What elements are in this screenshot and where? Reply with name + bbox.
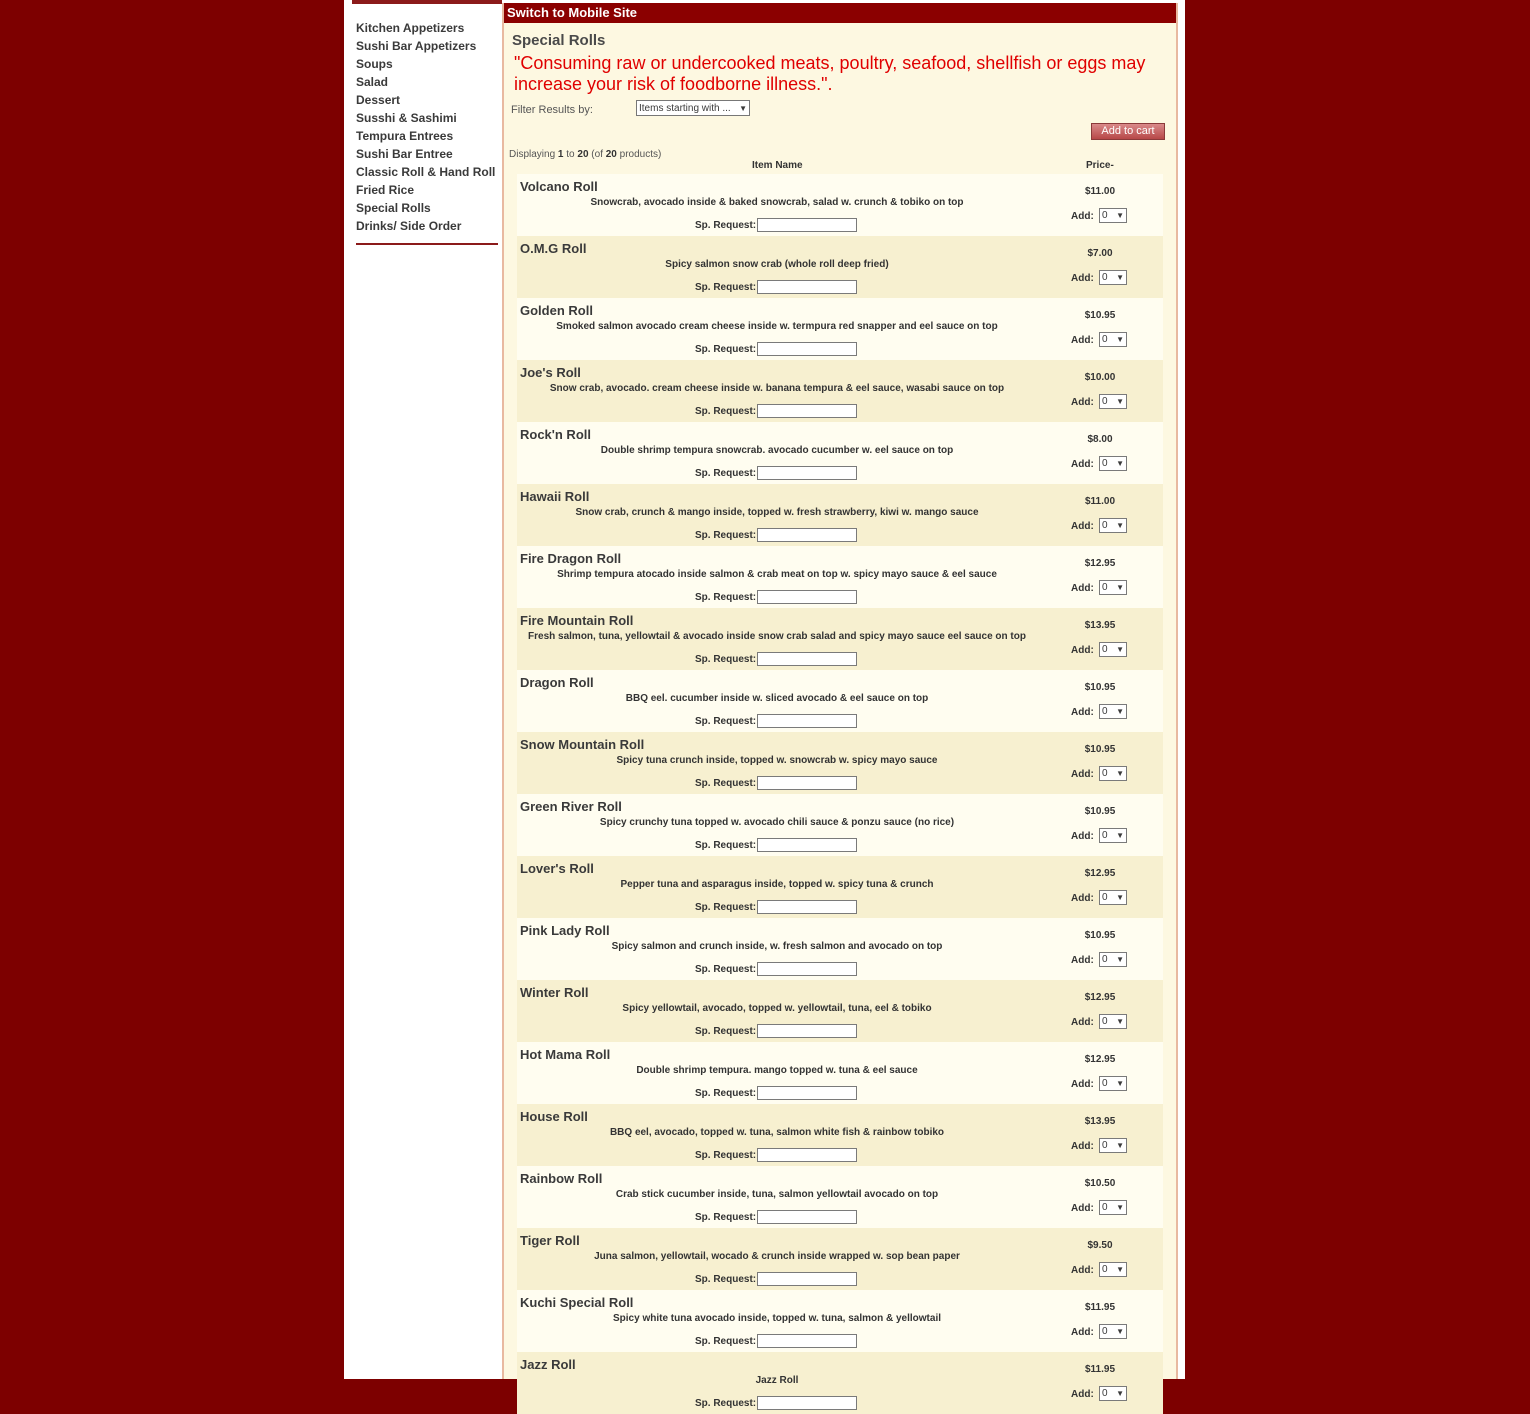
add-quantity-label: Add:: [1071, 769, 1094, 780]
chevron-down-icon: ▼: [739, 103, 747, 113]
special-request-label: Sp. Request:: [695, 344, 757, 355]
switch-to-mobile-link[interactable]: Switch to Mobile Site: [504, 3, 1176, 23]
product-name: Hot Mama Roll: [520, 1047, 611, 1062]
display-from: 1: [557, 149, 564, 160]
chevron-down-icon: ▼: [1116, 1389, 1124, 1398]
product-price: $12.95: [1084, 992, 1116, 1003]
quantity-select[interactable]: [1099, 952, 1127, 967]
special-request-label: Sp. Request:: [695, 1026, 757, 1037]
product-row: [517, 980, 1163, 1042]
quantity-value: 0: [1102, 582, 1108, 593]
chevron-down-icon: ▼: [1116, 1265, 1124, 1274]
product-description: Double shrimp tempura snowcrab. avocado cucumber w. eel sauce on top: [600, 445, 954, 456]
sidebar-divider: [356, 243, 498, 245]
quantity-select[interactable]: [1099, 642, 1127, 657]
quantity-value: 0: [1102, 272, 1108, 283]
quantity-value: 0: [1102, 1016, 1108, 1027]
product-price: $10.95: [1084, 930, 1116, 941]
special-request-input[interactable]: [757, 280, 857, 294]
category-list: [352, 4, 502, 235]
add-quantity-label: Add:: [1071, 273, 1094, 284]
quantity-select[interactable]: [1099, 1324, 1127, 1339]
product-description: Snowcrab, avocado inside & baked snowcrab, salad w. crunch & tobiko on top: [590, 197, 964, 208]
display-prefix: Displaying: [509, 149, 556, 160]
product-row: [517, 546, 1163, 608]
special-request-label: Sp. Request:: [695, 1150, 757, 1161]
quantity-value: 0: [1102, 954, 1108, 965]
product-price: $10.95: [1084, 310, 1116, 321]
quantity-select[interactable]: [1099, 890, 1127, 905]
quantity-value: 0: [1102, 830, 1108, 841]
sidebar-category-item[interactable]: Sushi Bar Appetizers: [356, 39, 477, 53]
product-price: $11.00: [1084, 186, 1116, 197]
quantity-value: 0: [1102, 334, 1108, 345]
special-request-input[interactable]: [757, 776, 857, 790]
sidebar-category-item[interactable]: Dessert: [356, 93, 401, 107]
chevron-down-icon: ▼: [1116, 1327, 1124, 1336]
product-price: $12.95: [1084, 868, 1116, 879]
product-price: $13.95: [1084, 620, 1116, 631]
sidebar-category-item[interactable]: Sushi Bar Entree: [356, 147, 453, 161]
special-request-input[interactable]: [757, 1334, 857, 1348]
product-name: Jazz Roll: [520, 1357, 576, 1372]
special-request-label: Sp. Request:: [695, 1088, 757, 1099]
cart-row: [504, 122, 1176, 142]
quantity-value: 0: [1102, 1202, 1108, 1213]
quantity-select[interactable]: [1099, 766, 1127, 781]
quantity-select[interactable]: [1099, 580, 1127, 595]
sidebar-category-item[interactable]: Soups: [356, 57, 393, 71]
quantity-select[interactable]: [1099, 1200, 1127, 1215]
add-quantity-label: Add:: [1071, 211, 1094, 222]
special-request-input[interactable]: [757, 1210, 857, 1224]
quantity-value: 0: [1102, 1388, 1108, 1399]
special-request-input[interactable]: [757, 838, 857, 852]
product-list: [517, 174, 1163, 1414]
sidebar-category-item[interactable]: Fried Rice: [356, 183, 415, 197]
quantity-value: 0: [1102, 892, 1108, 903]
special-request-input[interactable]: [757, 714, 857, 728]
column-header-item-name: Item Name: [752, 160, 803, 171]
product-name: Fire Dragon Roll: [520, 551, 622, 566]
product-price: $12.95: [1084, 1054, 1116, 1065]
product-name: Winter Roll: [520, 985, 589, 1000]
special-request-label: Sp. Request:: [695, 1274, 757, 1285]
special-request-input[interactable]: [757, 1086, 857, 1100]
add-quantity-label: Add:: [1071, 1203, 1094, 1214]
quantity-value: 0: [1102, 1326, 1108, 1337]
chevron-down-icon: ▼: [1116, 1079, 1124, 1088]
add-quantity-label: Add:: [1071, 1017, 1094, 1028]
add-quantity-label: Add:: [1071, 1141, 1094, 1152]
quantity-select[interactable]: [1099, 456, 1127, 471]
quantity-value: 0: [1102, 1078, 1108, 1089]
table-header: [504, 160, 1176, 172]
product-name: Rainbow Roll: [520, 1171, 603, 1186]
special-request-input[interactable]: [757, 466, 857, 480]
quantity-value: 0: [1102, 706, 1108, 717]
add-quantity-label: Add:: [1071, 893, 1094, 904]
quantity-value: 0: [1102, 1140, 1108, 1151]
product-name: Rock'n Roll: [520, 427, 591, 442]
product-row: [517, 1166, 1163, 1228]
product-description: Snow crab, avocado. cream cheese inside w. banana tempura & eel sauce, wasabi sauce on top: [549, 383, 1005, 394]
product-price: $11.95: [1084, 1364, 1116, 1375]
product-description: Pepper tuna and asparagus inside, topped w. spicy tuna & crunch: [620, 879, 934, 890]
quantity-value: 0: [1102, 644, 1108, 655]
product-name: Lover's Roll: [520, 861, 594, 876]
quantity-select[interactable]: [1099, 208, 1127, 223]
add-quantity-label: Add:: [1071, 1327, 1094, 1338]
quantity-select[interactable]: [1099, 1262, 1127, 1277]
product-row: [517, 670, 1163, 732]
add-quantity-label: Add:: [1071, 1079, 1094, 1090]
chevron-down-icon: ▼: [1116, 707, 1124, 716]
add-quantity-label: Add:: [1071, 831, 1094, 842]
add-quantity-label: Add:: [1071, 955, 1094, 966]
quantity-select[interactable]: [1099, 704, 1127, 719]
product-price: $10.95: [1084, 682, 1116, 693]
product-row: [517, 298, 1163, 360]
special-request-label: Sp. Request:: [695, 1336, 757, 1347]
display-total: 20: [605, 149, 617, 160]
product-row: [517, 236, 1163, 298]
product-name: Joe's Roll: [520, 365, 581, 380]
chevron-down-icon: ▼: [1116, 1141, 1124, 1150]
product-description: Spicy yellowtail, avocado, topped w. yellowtail, tuna, eel & tobiko: [622, 1003, 932, 1014]
product-price: $10.50: [1084, 1178, 1116, 1189]
chevron-down-icon: ▼: [1116, 1017, 1124, 1026]
product-name: Volcano Roll: [520, 179, 598, 194]
product-description: BBQ eel. cucumber inside w. sliced avocado & eel sauce on top: [625, 693, 929, 704]
product-description: Spicy tuna crunch inside, topped w. snowcrab w. spicy mayo sauce: [616, 755, 938, 766]
special-request-input[interactable]: [757, 528, 857, 542]
quantity-select[interactable]: [1099, 1076, 1127, 1091]
special-request-label: Sp. Request:: [695, 1398, 757, 1409]
sidebar-category-item[interactable]: Special Rolls: [356, 201, 431, 215]
chevron-down-icon: ▼: [1116, 769, 1124, 778]
display-count: [509, 149, 1176, 160]
column-header-price: Price-: [1086, 160, 1114, 171]
quantity-select[interactable]: [1099, 1014, 1127, 1029]
product-description: Juna salmon, yellowtail, wocado & crunch inside wrapped w. sop bean paper: [594, 1251, 960, 1262]
special-request-input[interactable]: [757, 404, 857, 418]
product-row: [517, 422, 1163, 484]
product-description: Spicy white tuna avocado inside, topped w. tuna, salmon & yellowtail: [612, 1313, 942, 1324]
product-price: $13.95: [1084, 1116, 1116, 1127]
product-row: [517, 360, 1163, 422]
filter-row: [504, 100, 1176, 122]
product-description: Crab stick cucumber inside, tuna, salmon yellowtail avocado on top: [615, 1189, 939, 1200]
special-request-input[interactable]: [757, 1024, 857, 1038]
chevron-down-icon: ▼: [1116, 893, 1124, 902]
quantity-select[interactable]: [1099, 270, 1127, 285]
product-description: Spicy crunchy tuna topped w. avocado chili sauce & ponzu sauce (no rice): [599, 817, 955, 828]
product-price: $11.00: [1084, 496, 1116, 507]
quantity-value: 0: [1102, 210, 1108, 221]
special-request-label: Sp. Request:: [695, 654, 757, 665]
add-quantity-label: Add:: [1071, 397, 1094, 408]
add-quantity-label: Add:: [1071, 583, 1094, 594]
product-description: Jazz Roll: [755, 1375, 799, 1386]
special-request-label: Sp. Request:: [695, 592, 757, 603]
quantity-value: 0: [1102, 458, 1108, 469]
product-name: O.M.G Roll: [520, 241, 587, 256]
quantity-value: 0: [1102, 396, 1108, 407]
product-description: Spicy salmon snow crab (whole roll deep fried): [665, 259, 889, 270]
add-quantity-label: Add:: [1071, 521, 1094, 532]
product-description: Spicy salmon and crunch inside, w. fresh salmon and avocado on top: [611, 941, 943, 952]
special-request-label: Sp. Request:: [695, 716, 757, 727]
product-row: [517, 918, 1163, 980]
special-request-label: Sp. Request:: [695, 902, 757, 913]
product-price: $10.00: [1084, 372, 1116, 383]
product-name: House Roll: [520, 1109, 588, 1124]
product-description: Double shrimp tempura. mango topped w. tuna & eel sauce: [636, 1065, 918, 1076]
display-to-word: to: [566, 149, 575, 160]
health-warning: "Consuming raw or undercooked meats, poultry, seafood, shellfish or eggs may increase your risk of foodborne illness.".: [514, 53, 1146, 94]
special-request-input[interactable]: [757, 590, 857, 604]
chevron-down-icon: ▼: [1116, 583, 1124, 592]
display-to: 20: [577, 149, 589, 160]
filter-select-value: Items starting with ...: [639, 102, 731, 114]
add-quantity-label: Add:: [1071, 335, 1094, 346]
product-row: [517, 1042, 1163, 1104]
product-row: [517, 856, 1163, 918]
product-price: $12.95: [1084, 558, 1116, 569]
product-price: $8.00: [1087, 434, 1113, 445]
special-request-input[interactable]: [757, 652, 857, 666]
quantity-select[interactable]: [1099, 518, 1127, 533]
product-name: Golden Roll: [520, 303, 593, 318]
special-request-input[interactable]: [757, 1272, 857, 1286]
special-request-input[interactable]: [757, 218, 857, 232]
quantity-value: 0: [1102, 768, 1108, 779]
chevron-down-icon: ▼: [1116, 521, 1124, 530]
special-request-label: Sp. Request:: [695, 840, 757, 851]
filter-label: Filter Results by:: [511, 104, 593, 116]
quantity-value: 0: [1102, 1264, 1108, 1275]
add-to-cart-button[interactable]: Add to cart: [1091, 123, 1165, 140]
special-request-input[interactable]: [757, 1396, 857, 1410]
chevron-down-icon: ▼: [1116, 335, 1124, 344]
product-name: Snow Mountain Roll: [520, 737, 645, 752]
product-row: [517, 484, 1163, 546]
sidebar-category-item[interactable]: Kitchen Appetizers: [356, 21, 465, 35]
sidebar-category-item[interactable]: Drinks/ Side Order: [356, 219, 462, 233]
chevron-down-icon: ▼: [1116, 211, 1124, 220]
special-request-label: Sp. Request:: [695, 282, 757, 293]
quantity-select[interactable]: [1099, 1138, 1127, 1153]
product-name: Hawaii Roll: [520, 489, 590, 504]
main-content: [502, 3, 1178, 1409]
product-description: Snow crab, crunch & mango inside, topped w. fresh strawberry, kiwi w. mango sauce: [575, 507, 979, 518]
product-price: $7.00: [1087, 248, 1113, 259]
chevron-down-icon: ▼: [1116, 955, 1124, 964]
product-description: Smoked salmon avocado cream cheese inside w. termpura red snapper and eel sauce on top: [556, 321, 998, 332]
add-quantity-label: Add:: [1071, 1265, 1094, 1276]
product-name: Kuchi Special Roll: [520, 1295, 634, 1310]
quantity-value: 0: [1102, 520, 1108, 531]
product-name: Green River Roll: [520, 799, 622, 814]
add-quantity-label: Add:: [1071, 1389, 1094, 1400]
special-request-label: Sp. Request:: [695, 778, 757, 789]
product-name: Dragon Roll: [520, 675, 594, 690]
filter-select[interactable]: [636, 100, 750, 116]
sidebar-category-item[interactable]: Susshi & Sashimi: [356, 111, 457, 125]
sidebar-category-item[interactable]: Classic Roll & Hand Roll: [356, 165, 496, 179]
sidebar-category-item[interactable]: Salad: [356, 75, 389, 89]
special-request-label: Sp. Request:: [695, 1212, 757, 1223]
product-name: Fire Mountain Roll: [520, 613, 634, 628]
special-request-input[interactable]: [757, 900, 857, 914]
product-name: Tiger Roll: [520, 1233, 580, 1248]
special-request-label: Sp. Request:: [695, 964, 757, 975]
chevron-down-icon: ▼: [1116, 459, 1124, 468]
chevron-down-icon: ▼: [1116, 397, 1124, 406]
product-price: $9.50: [1087, 1240, 1113, 1251]
quantity-select[interactable]: [1099, 332, 1127, 347]
product-row: [517, 1228, 1163, 1290]
special-request-label: Sp. Request:: [695, 468, 757, 479]
page-container: [344, 0, 1185, 1409]
product-name: Pink Lady Roll: [520, 923, 610, 938]
quantity-select[interactable]: [1099, 828, 1127, 843]
special-request-input[interactable]: [757, 962, 857, 976]
special-request-input[interactable]: [757, 342, 857, 356]
page-title: Special Rolls: [512, 32, 606, 49]
special-request-label: Sp. Request:: [695, 406, 757, 417]
special-request-label: Sp. Request:: [695, 220, 757, 231]
special-request-label: Sp. Request:: [695, 530, 757, 541]
add-quantity-label: Add:: [1071, 645, 1094, 656]
product-price: $11.95: [1084, 1302, 1116, 1313]
quantity-select[interactable]: [1099, 394, 1127, 409]
product-row: [517, 1104, 1163, 1166]
sidebar-category-item[interactable]: Tempura Entrees: [356, 129, 454, 143]
chevron-down-icon: ▼: [1116, 831, 1124, 840]
product-row: [517, 1352, 1163, 1414]
display-of: (of: [591, 149, 603, 160]
product-row: [517, 608, 1163, 670]
product-row: [517, 732, 1163, 794]
chevron-down-icon: ▼: [1116, 645, 1124, 654]
product-description: BBQ eel, avocado, topped w. tuna, salmon white fish & rainbow tobiko: [609, 1127, 945, 1138]
product-description: Shrimp tempura atocado inside salmon & crab meat on top w. spicy mayo sauce & eel sauce: [557, 569, 997, 580]
product-row: [517, 1290, 1163, 1352]
special-request-input[interactable]: [757, 1148, 857, 1162]
add-quantity-label: Add:: [1071, 707, 1094, 718]
add-quantity-label: Add:: [1071, 459, 1094, 470]
product-price: $10.95: [1084, 744, 1116, 755]
product-price: $10.95: [1084, 806, 1116, 817]
left-sidebar: [352, 0, 502, 245]
display-suffix: products): [619, 149, 662, 160]
chevron-down-icon: ▼: [1116, 1203, 1124, 1212]
product-row: [517, 794, 1163, 856]
product-row: [517, 174, 1163, 236]
chevron-down-icon: ▼: [1116, 273, 1124, 282]
product-description: Fresh salmon, tuna, yellowtail & avocado inside snow crab salad and spicy mayo sauce eel sauce on top: [528, 631, 1026, 642]
quantity-select[interactable]: [1099, 1386, 1127, 1401]
